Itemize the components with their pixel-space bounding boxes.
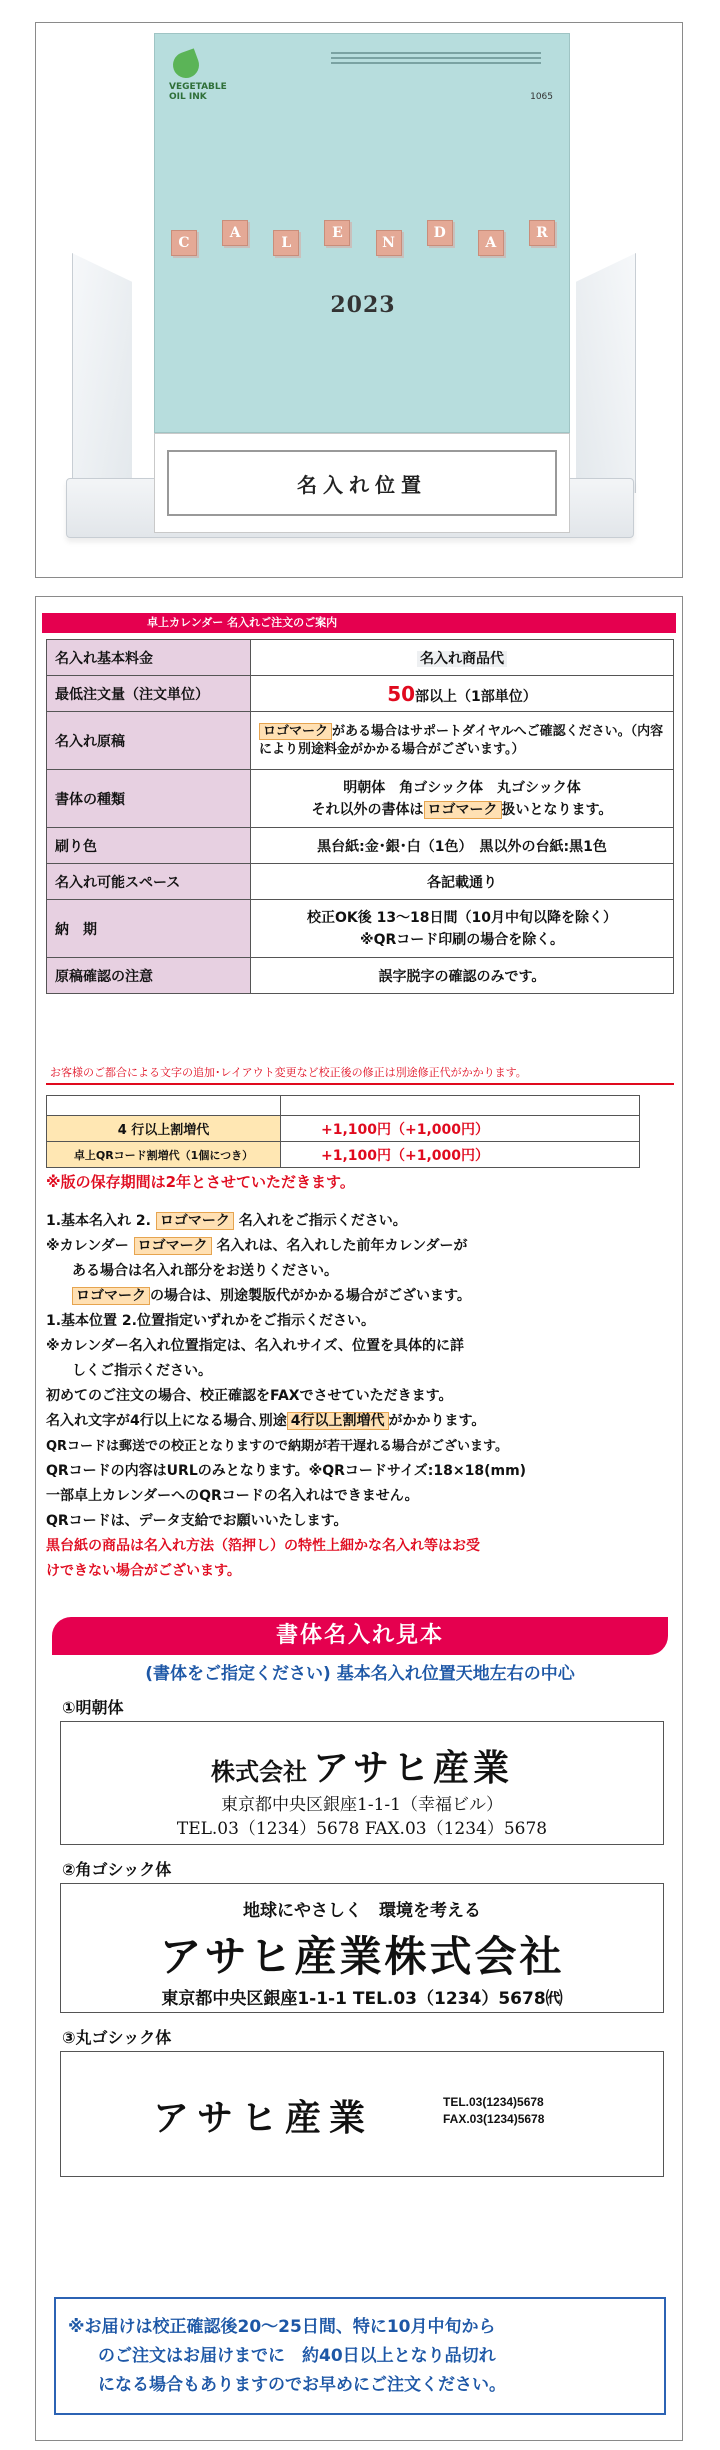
plate-storage-notice: ※版の保存期間は2年とさせていただきます。 bbox=[46, 1173, 355, 1191]
font-sample-banner: 書体名入れ見本 bbox=[52, 1617, 668, 1655]
delivery-notice bbox=[54, 2297, 666, 2415]
order-spec-table bbox=[46, 639, 674, 994]
maru-tel: TEL.03(1234)5678 bbox=[443, 2095, 544, 2109]
note-line: QRコードは郵送での校正となりますので納期が若干遅れる場合がございます。 bbox=[46, 1439, 509, 1454]
order-info-panel bbox=[35, 596, 683, 2441]
info-title: 卓上カレンダー 名入れご注文のご案内 bbox=[42, 613, 676, 633]
table-cell bbox=[47, 1096, 281, 1116]
notice-line: のご注文はお届けまでに 約40日以上となり品切れ bbox=[98, 2346, 496, 2366]
note-line: QRコードは、データ支給でお願いいたします。 bbox=[46, 1513, 348, 1529]
revision-fee-note: お客様のご都合による文字の追加･レイアウト変更など校正後の修正は別途修正代がかかります。 bbox=[50, 1066, 527, 1079]
note-text: 1.基本名入れ 2. bbox=[46, 1213, 151, 1229]
note-text: 名入れをご指示ください。 bbox=[238, 1213, 407, 1229]
table-row bbox=[47, 1142, 640, 1168]
cover-letter: C bbox=[171, 230, 197, 256]
surcharge-table bbox=[46, 1095, 640, 1168]
row-label: 刷り色 bbox=[47, 828, 251, 864]
surcharge-label: 卓上QRコード割増代（1個につき） bbox=[47, 1142, 281, 1168]
divider bbox=[46, 1083, 674, 1085]
min-order-number: 50 bbox=[387, 681, 416, 706]
table-row bbox=[47, 640, 674, 676]
logomark-tag: ロゴマーク bbox=[134, 1237, 212, 1255]
row-label: 納 期 bbox=[47, 900, 251, 958]
note-line: ある場合は名入れ部分をお送りください。 bbox=[72, 1263, 338, 1279]
note-text: がかかります。 bbox=[388, 1413, 486, 1429]
table-row bbox=[47, 1096, 640, 1116]
table-row bbox=[47, 712, 674, 770]
row-label: 名入れ原稿 bbox=[47, 712, 251, 770]
kaku-tagline: 地球にやさしく 環境を考える bbox=[243, 1901, 481, 1921]
note-text: 名入れ文字が4行以上になる場合､別途 bbox=[46, 1413, 287, 1429]
table-cell bbox=[281, 1096, 640, 1116]
note-line: 一部卓上カレンダーへのQRコードの名入れはできません。 bbox=[46, 1488, 419, 1504]
company-name: アサヒ産業 bbox=[312, 1747, 513, 1789]
font-sample-subtitle: (書体をご指定ください) 基本名入れ位置天地左右の中心 bbox=[145, 1664, 575, 1684]
note-text: 名入れは、名入れした前年カレンダーが bbox=[216, 1238, 468, 1254]
manuscript-text: がある場合はサポートダイヤルへご確認ください。（内容により別途料金がかかる場合がございます。） bbox=[259, 723, 664, 757]
surcharge-label: 4 行以上割増代 bbox=[47, 1116, 281, 1142]
note-line bbox=[46, 1209, 674, 1234]
mincho-address: 東京都中央区銀座1-1-1（幸福ビル） bbox=[221, 1795, 503, 1815]
note-line: 黒台紙の商品は名入れ方法（箔押し）の特性上細かな名入れ等はお受 bbox=[46, 1538, 480, 1554]
table-row bbox=[47, 676, 674, 712]
note-line: ※カレンダー名入れ位置指定は、名入れサイズ、位置を具体的に詳 bbox=[46, 1338, 464, 1354]
name-imprint-area bbox=[154, 433, 570, 533]
notice-line: になる場合もありますのでお早めにご注文ください。 bbox=[98, 2375, 506, 2395]
min-order-text: 部以上（1部単位） bbox=[415, 688, 537, 705]
logomark-tag: ロゴマーク bbox=[72, 1287, 150, 1305]
maru-gothic-sample bbox=[60, 2051, 664, 2177]
font-list: 明朝体 角ゴシック体 丸ゴシック体 bbox=[343, 779, 581, 796]
notice-line: ※お届けは校正確認後20〜25日間、特に10月中旬から bbox=[68, 2317, 496, 2337]
kaku-address: 東京都中央区銀座1-1-1 TEL.03（1234）5678㈹ bbox=[161, 1989, 563, 2009]
note-line: けできない場合がございます。 bbox=[46, 1563, 241, 1579]
mincho-label: ①明朝体 bbox=[62, 1698, 124, 1717]
font-other-b: 扱いとなります。 bbox=[501, 801, 613, 818]
mincho-sample bbox=[60, 1721, 664, 1845]
leaf-logo-icon bbox=[169, 48, 202, 81]
font-other bbox=[259, 799, 665, 821]
calendar-title bbox=[171, 220, 555, 256]
note-text: ※カレンダー bbox=[46, 1238, 129, 1254]
table-row bbox=[47, 900, 674, 958]
company-prefix: 株式会社 bbox=[210, 1757, 307, 1786]
row-label: 名入れ基本料金 bbox=[47, 640, 251, 676]
base-fee-value: 名入れ商品代 bbox=[417, 651, 507, 667]
font-other-a: それ以外の書体は bbox=[311, 801, 424, 818]
note-line bbox=[46, 1284, 674, 1309]
vegetable-oil-ink-logo: VEGETABLE OIL INK bbox=[169, 82, 227, 102]
calendar-year: 2023 bbox=[330, 292, 396, 318]
acrylic-stand-left bbox=[72, 253, 132, 493]
note-line: 1.基本位置 2.位置指定いずれかをご指示ください。 bbox=[46, 1313, 375, 1329]
product-photo-panel bbox=[35, 22, 683, 578]
note-line bbox=[46, 1234, 674, 1259]
note-text: の場合は、別途製版代がかかる場合がございます。 bbox=[150, 1288, 471, 1304]
maru-gothic-label: ③丸ゴシック体 bbox=[62, 2028, 172, 2047]
table-row bbox=[47, 864, 674, 900]
name-position-box: 名入れ位置 bbox=[167, 450, 557, 516]
kaku-gothic-sample bbox=[60, 1883, 664, 2013]
cover-letter: E bbox=[324, 220, 350, 246]
table-row bbox=[47, 828, 674, 864]
row-label: 原稿確認の注意 bbox=[47, 958, 251, 994]
logomark-tag: ロゴマーク bbox=[424, 801, 502, 819]
surcharge-tag: 4行以上割増代 bbox=[287, 1412, 389, 1430]
kaku-gothic-label: ②角ゴシック体 bbox=[62, 1860, 172, 1879]
row-value: 誤字脱字の確認のみです。 bbox=[251, 958, 674, 994]
maru-contact bbox=[443, 2094, 544, 2128]
calendar-cover bbox=[154, 33, 570, 433]
cover-letter: R bbox=[529, 220, 555, 246]
surcharge-price: +1,100円（+1,000円） bbox=[281, 1116, 640, 1142]
row-value bbox=[251, 640, 674, 676]
delivery-qr-note: ※QRコード印刷の場合を除く。 bbox=[359, 931, 564, 948]
cover-letter: N bbox=[376, 230, 402, 256]
note-line: 初めてのご注文の場合、校正確認をFAXでさせていただきます。 bbox=[46, 1388, 453, 1404]
cover-letter: D bbox=[427, 220, 453, 246]
delivery-days: 校正OK後 13〜18日間（10月中旬以降を除く） bbox=[306, 909, 618, 926]
acrylic-stand-right bbox=[576, 253, 636, 493]
maru-company: アサヒ産業 bbox=[153, 2098, 374, 2139]
row-value: 黒台紙:金･銀･白（1色） 黒以外の台紙:黒1色 bbox=[251, 828, 674, 864]
row-label: 名入れ可能スペース bbox=[47, 864, 251, 900]
row-label: 最低注文量（注文単位） bbox=[47, 676, 251, 712]
row-value bbox=[251, 770, 674, 828]
order-notes bbox=[46, 1209, 674, 1584]
logomark-tag: ロゴマーク bbox=[259, 723, 332, 740]
model-number: 1065 bbox=[530, 92, 553, 102]
logomark-tag: ロゴマーク bbox=[156, 1212, 234, 1230]
note-line: しくご指示ください。 bbox=[72, 1363, 212, 1379]
cover-fineprint bbox=[331, 52, 541, 64]
row-label: 書体の種類 bbox=[47, 770, 251, 828]
table-row bbox=[47, 958, 674, 994]
cover-letter: L bbox=[273, 230, 299, 256]
row-value bbox=[251, 900, 674, 958]
cover-letter: A bbox=[478, 230, 504, 256]
maru-fax: FAX.03(1234)5678 bbox=[443, 2112, 545, 2126]
mincho-company bbox=[61, 1740, 663, 1791]
cover-letter: A bbox=[222, 220, 248, 246]
note-line: QRコードの内容はURLのみとなります。※QRコードサイズ:18×18(mm) bbox=[46, 1463, 527, 1479]
kaku-company: アサヒ産業株式会社 bbox=[159, 1932, 565, 1981]
mincho-tel: TEL.03（1234）5678 FAX.03（1234）5678 bbox=[176, 1819, 548, 1839]
row-value: 各記載通り bbox=[251, 864, 674, 900]
table-row bbox=[47, 1116, 640, 1142]
surcharge-price: +1,100円（+1,000円） bbox=[281, 1142, 640, 1168]
table-row bbox=[47, 770, 674, 828]
row-value bbox=[251, 712, 674, 770]
note-line bbox=[46, 1409, 674, 1434]
row-value bbox=[251, 676, 674, 712]
